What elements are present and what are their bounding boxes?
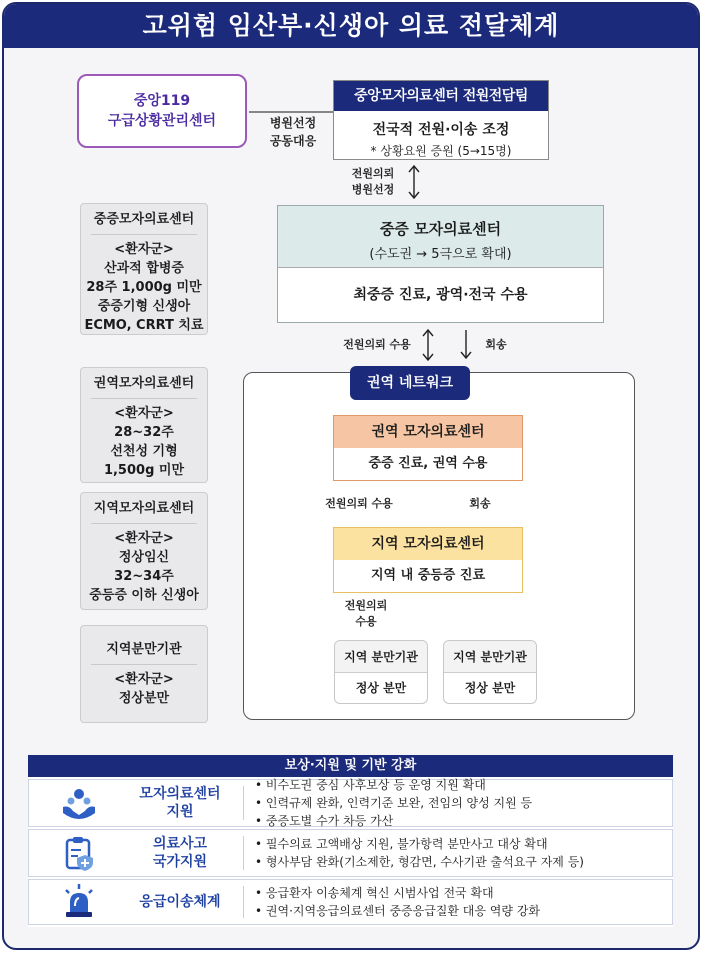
arrow3-right-label: 회송 <box>469 497 491 510</box>
page-title: 고위험 임산부·신생아 의료 전달체계 <box>4 4 698 48</box>
infobox-group: <환자군> <box>114 672 174 687</box>
arrow4-label <box>336 598 396 630</box>
row-item: • 필수의료 고액배상 지원, 불가항력 분만사고 대상 확대 <box>255 837 548 851</box>
infobox-header: 지역모자의료센터 <box>91 493 197 524</box>
local-clinic-box-2 <box>443 640 537 704</box>
row-item: • 응급환자 이송체계 혁신 시범사업 전국 확대 <box>255 886 494 900</box>
siren-icon <box>59 882 99 922</box>
arrow1-label <box>340 166 406 198</box>
severe-center-title: 중증 모자의료센터 <box>379 220 502 238</box>
row-items <box>255 880 540 924</box>
row-item: • 인력규제 완화, 인력기준 보완, 전임의 양성 지원 등 <box>255 796 533 810</box>
infobox-line: 28주 1,000g 미만 <box>86 280 202 295</box>
joint-response-label <box>258 114 328 150</box>
row-divider <box>243 836 244 870</box>
arrow2-left-label: 전원의뢰 수용 <box>343 338 411 351</box>
row-divider <box>243 886 244 918</box>
row-items <box>255 780 532 826</box>
row-label-line1: 의료사고 <box>152 836 208 852</box>
severe-maternal-center-box <box>277 205 604 323</box>
infobox-group: <환자군> <box>114 242 174 257</box>
infobox-line: ECMO, CRRT 치료 <box>84 318 204 333</box>
infobox-header: 지역분만기관 <box>91 634 197 665</box>
regional-center-header: 권역 모자의료센터 <box>334 416 522 448</box>
box119-line2: 구급상황관리센터 <box>107 113 217 129</box>
row-label-line1: 응급이송체계 <box>139 894 221 910</box>
regional-network-tab: 권역 네트워크 <box>350 366 470 400</box>
severe-center-body: 최중증 진료, 광역·전국 수용 <box>353 287 528 303</box>
support-header: 보상·지원 및 기반 강화 <box>28 755 673 777</box>
side-label-line1: 병원선정 <box>269 116 317 130</box>
infobox-line: 중등증 이하 신생아 <box>89 588 199 603</box>
infobox-line: 32~34주 <box>114 569 174 584</box>
central-team-line1: 전국적 전원·이송 조정 <box>372 122 510 138</box>
local-delivery-patient-box <box>80 625 208 723</box>
emergency-119-center-box <box>77 74 247 148</box>
arrow4-line2: 수용 <box>355 615 377 628</box>
regional-center-patient-box <box>80 367 208 483</box>
support-row-label <box>125 830 235 876</box>
row-item: • 형사부담 완화(기소제한, 형감면, 수사기관 출석요구 자제 등) <box>255 855 584 869</box>
arrow2-right-label: 회송 <box>485 338 507 351</box>
infobox-line: 산과적 합병증 <box>104 261 184 276</box>
infobox-line: 중증기형 신생아 <box>97 299 191 314</box>
infobox-line: 정상임신 <box>118 550 170 565</box>
local-center-body: 지역 내 중등증 진료 <box>370 568 486 583</box>
infobox-line: 1,500g 미만 <box>103 463 185 478</box>
infobox-group: <환자군> <box>114 406 174 421</box>
local-maternal-center-box <box>333 527 523 593</box>
side-label-line2: 공동대응 <box>269 134 317 148</box>
local-center-patient-box <box>80 492 208 610</box>
arrow3-left-label: 전원의뢰 수용 <box>325 497 393 510</box>
local-center-header: 지역 모자의료센터 <box>334 528 522 560</box>
local-clinic-box-1 <box>334 640 428 704</box>
infobox-line: 28~32주 <box>114 425 174 440</box>
support-row-center <box>28 779 673 827</box>
row-label-line2: 지원 <box>166 804 194 820</box>
arrow4-line1: 전원의뢰 <box>344 599 388 612</box>
clinic-header: 지역 분만기관 <box>335 641 427 673</box>
clipboard-shield-icon <box>59 833 99 873</box>
clinic-body: 정상 분만 <box>464 681 516 695</box>
box119-line1: 중앙119 <box>133 93 191 109</box>
clinic-header: 지역 분만기관 <box>444 641 536 673</box>
support-row-label <box>125 780 235 826</box>
regional-maternal-center-box <box>333 415 523 481</box>
clinic-body: 정상 분만 <box>355 681 407 695</box>
severe-center-subtitle: (수도권 → 5극으로 확대) <box>369 247 512 262</box>
arrow1-label-line2: 병원선정 <box>351 183 395 196</box>
row-item: • 권역·지역응급의료센터 중증응급질환 대응 역량 강화 <box>255 904 540 918</box>
support-row-emergency <box>28 879 673 925</box>
infobox-header: 권역모자의료센터 <box>91 368 197 399</box>
infobox-group: <환자군> <box>114 531 174 546</box>
hands-care-icon <box>59 783 99 823</box>
central-transfer-team-box <box>333 80 549 160</box>
infobox-line: 선천성 기형 <box>110 444 178 459</box>
infobox-line: 정상분만 <box>118 691 170 706</box>
infobox-header: 중증모자의료센터 <box>91 204 197 235</box>
regional-center-body: 중증 진료, 권역 수용 <box>368 456 488 471</box>
arrow1-label-line1: 전원의뢰 <box>351 167 395 180</box>
support-row-label <box>125 880 235 924</box>
row-item: • 중증도별 수가 차등 가산 <box>255 814 394 828</box>
central-team-header: 중앙모자의료센터 전원전담팀 <box>334 81 548 111</box>
severe-center-patient-box <box>80 203 208 335</box>
support-row-accident <box>28 829 673 877</box>
row-divider <box>243 786 244 820</box>
row-items <box>255 830 584 876</box>
central-team-line2: * 상황요원 증원 (5→15명) <box>370 144 512 158</box>
row-item: • 비수도권 중심 사후보상 등 운영 지원 확대 <box>255 778 486 792</box>
row-label-line1: 모자의료센터 <box>139 786 221 802</box>
row-label-line2: 국가지원 <box>152 854 208 870</box>
